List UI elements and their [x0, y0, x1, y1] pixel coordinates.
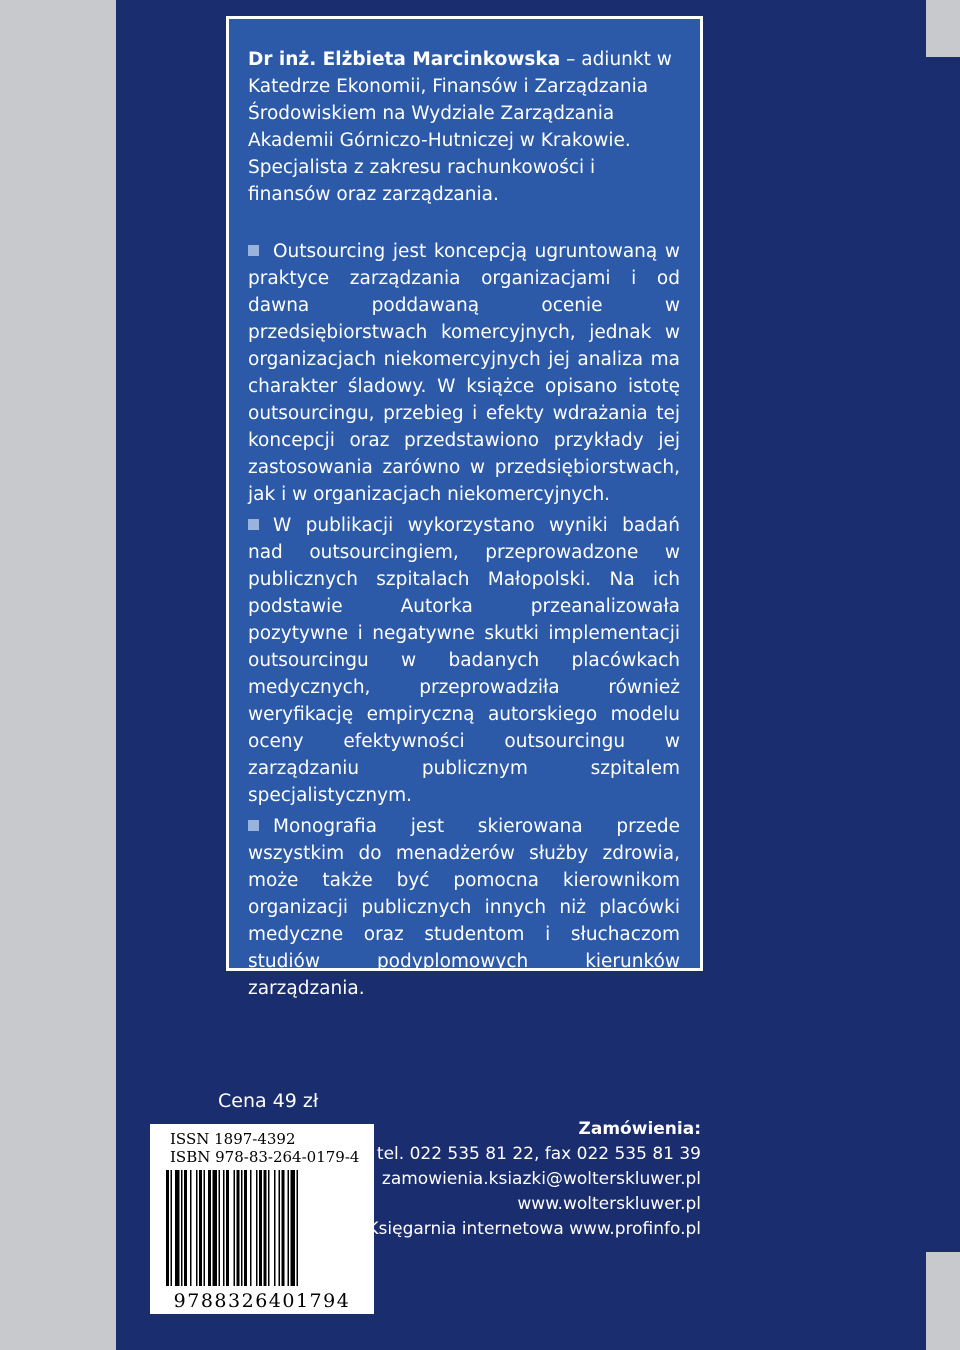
identifier-text — [170, 1130, 359, 1166]
barcode-bar — [199, 1170, 202, 1286]
barcode-bar — [171, 1170, 173, 1286]
barcode-bar — [274, 1170, 276, 1286]
orders-heading: Zamówienia: — [578, 1119, 701, 1139]
isbn-text: ISBN 978-83-264-0179-4 — [170, 1148, 360, 1166]
square-bullet-icon — [248, 519, 259, 530]
barcode-label — [150, 1124, 374, 1314]
description-paragraph: W publikacji wykorzystano wyniki badań nad outsourcingiem, przeprowadzone w publicznych szpitalach Małopolski. Na ich podstawie Autorka przeanalizowała pozytywne i negatywne skutki implementacji outsourcingu w badanych placówkach medycznych, przeprowadziła również weryfikację empiryczną autorskiego modelu oceny efektywności outsourcingu w zarządzaniu publicznym szpitalem specjalistycznym. — [248, 515, 680, 806]
barcode-bar — [256, 1170, 258, 1286]
barcode-bar — [264, 1170, 267, 1286]
barcode-bar — [234, 1170, 236, 1286]
barcode-bar — [181, 1170, 183, 1286]
author-name: Dr inż. Elżbieta Marcinkowska — [248, 49, 561, 70]
price-label: Cena 49 zł — [218, 1090, 319, 1112]
barcode-icon — [160, 1170, 364, 1310]
orders-website: www.wolterskluwer.pl — [517, 1194, 701, 1214]
barcode-bar — [288, 1170, 290, 1286]
barcode-bar — [244, 1170, 247, 1286]
barcode-bar — [213, 1170, 218, 1286]
barcode-bar — [226, 1170, 229, 1286]
description-paragraph: Outsourcing jest koncepcją ugruntowaną w praktyce zarządzania organizacjami i od dawna poddawaną ocenie w przedsiębiorstwach komercyjnych, jednak w organizacjach niekomercyjnych jej analiza ma charakter śladowy. W książce opisano istotę outsourcingu, przebieg i efekty wdrażania tej koncepcji oraz przedstawiono przykłady jej zastosowania zarówno w przedsiębiorstwach, jak i w organizacjach niekomercyjnych. — [248, 241, 680, 505]
barcode-bar — [268, 1170, 270, 1286]
issn-text: ISSN 1897-4392 — [170, 1130, 296, 1148]
barcode-bar — [259, 1170, 262, 1286]
orders-shop: Księgarnia internetowa www.profinfo.pl — [367, 1219, 701, 1239]
barcode-bar — [250, 1170, 252, 1286]
barcode-bar — [297, 1170, 299, 1286]
description-text — [248, 46, 680, 1006]
barcode-bar — [208, 1170, 211, 1286]
barcode-bar — [282, 1170, 285, 1286]
barcode-bar — [190, 1170, 192, 1286]
barcode-bar — [166, 1170, 169, 1286]
barcode-number: 9788326401794 — [173, 1290, 351, 1310]
author-bio — [248, 46, 680, 208]
barcode-bar — [279, 1170, 281, 1286]
orders-phone: tel. 022 535 81 22, fax 022 535 81 39 — [376, 1144, 701, 1164]
description-paragraph: Monografia jest skierowana przede wszystkim do menadżerów służby zdrowia, może także być pomocna kierownikom organizacji publicznych innych niż placówki medyczne oraz studentom i słuchaczom studiów podyplomowych kierunków zarządzania. — [248, 816, 680, 999]
barcode-bar — [291, 1170, 296, 1286]
barcode-bar — [241, 1170, 243, 1286]
author-bio-text: – adiunkt w Katedrze Ekonomii, Finansów i Zarządzania Środowiskiem na Wydziale Zarządzania Akademii Górniczo-Hutniczej w Krakowie. Specjalista z zakresu rachunkowości i finansów oraz zarządzania. — [248, 49, 672, 205]
barcode-bar — [223, 1170, 225, 1286]
barcode-bar — [204, 1170, 206, 1286]
orders-info — [367, 1117, 701, 1242]
square-bullet-icon — [248, 820, 259, 831]
orders-email: zamowienia.ksiazki@wolterskluwer.pl — [381, 1169, 701, 1189]
barcode-bar — [237, 1170, 240, 1286]
barcode-bar — [175, 1170, 180, 1286]
barcode-bar — [184, 1170, 187, 1286]
square-bullet-icon — [248, 245, 259, 256]
spine-band — [920, 57, 960, 1252]
barcode-bar — [196, 1170, 198, 1286]
barcode-bar — [219, 1170, 221, 1286]
